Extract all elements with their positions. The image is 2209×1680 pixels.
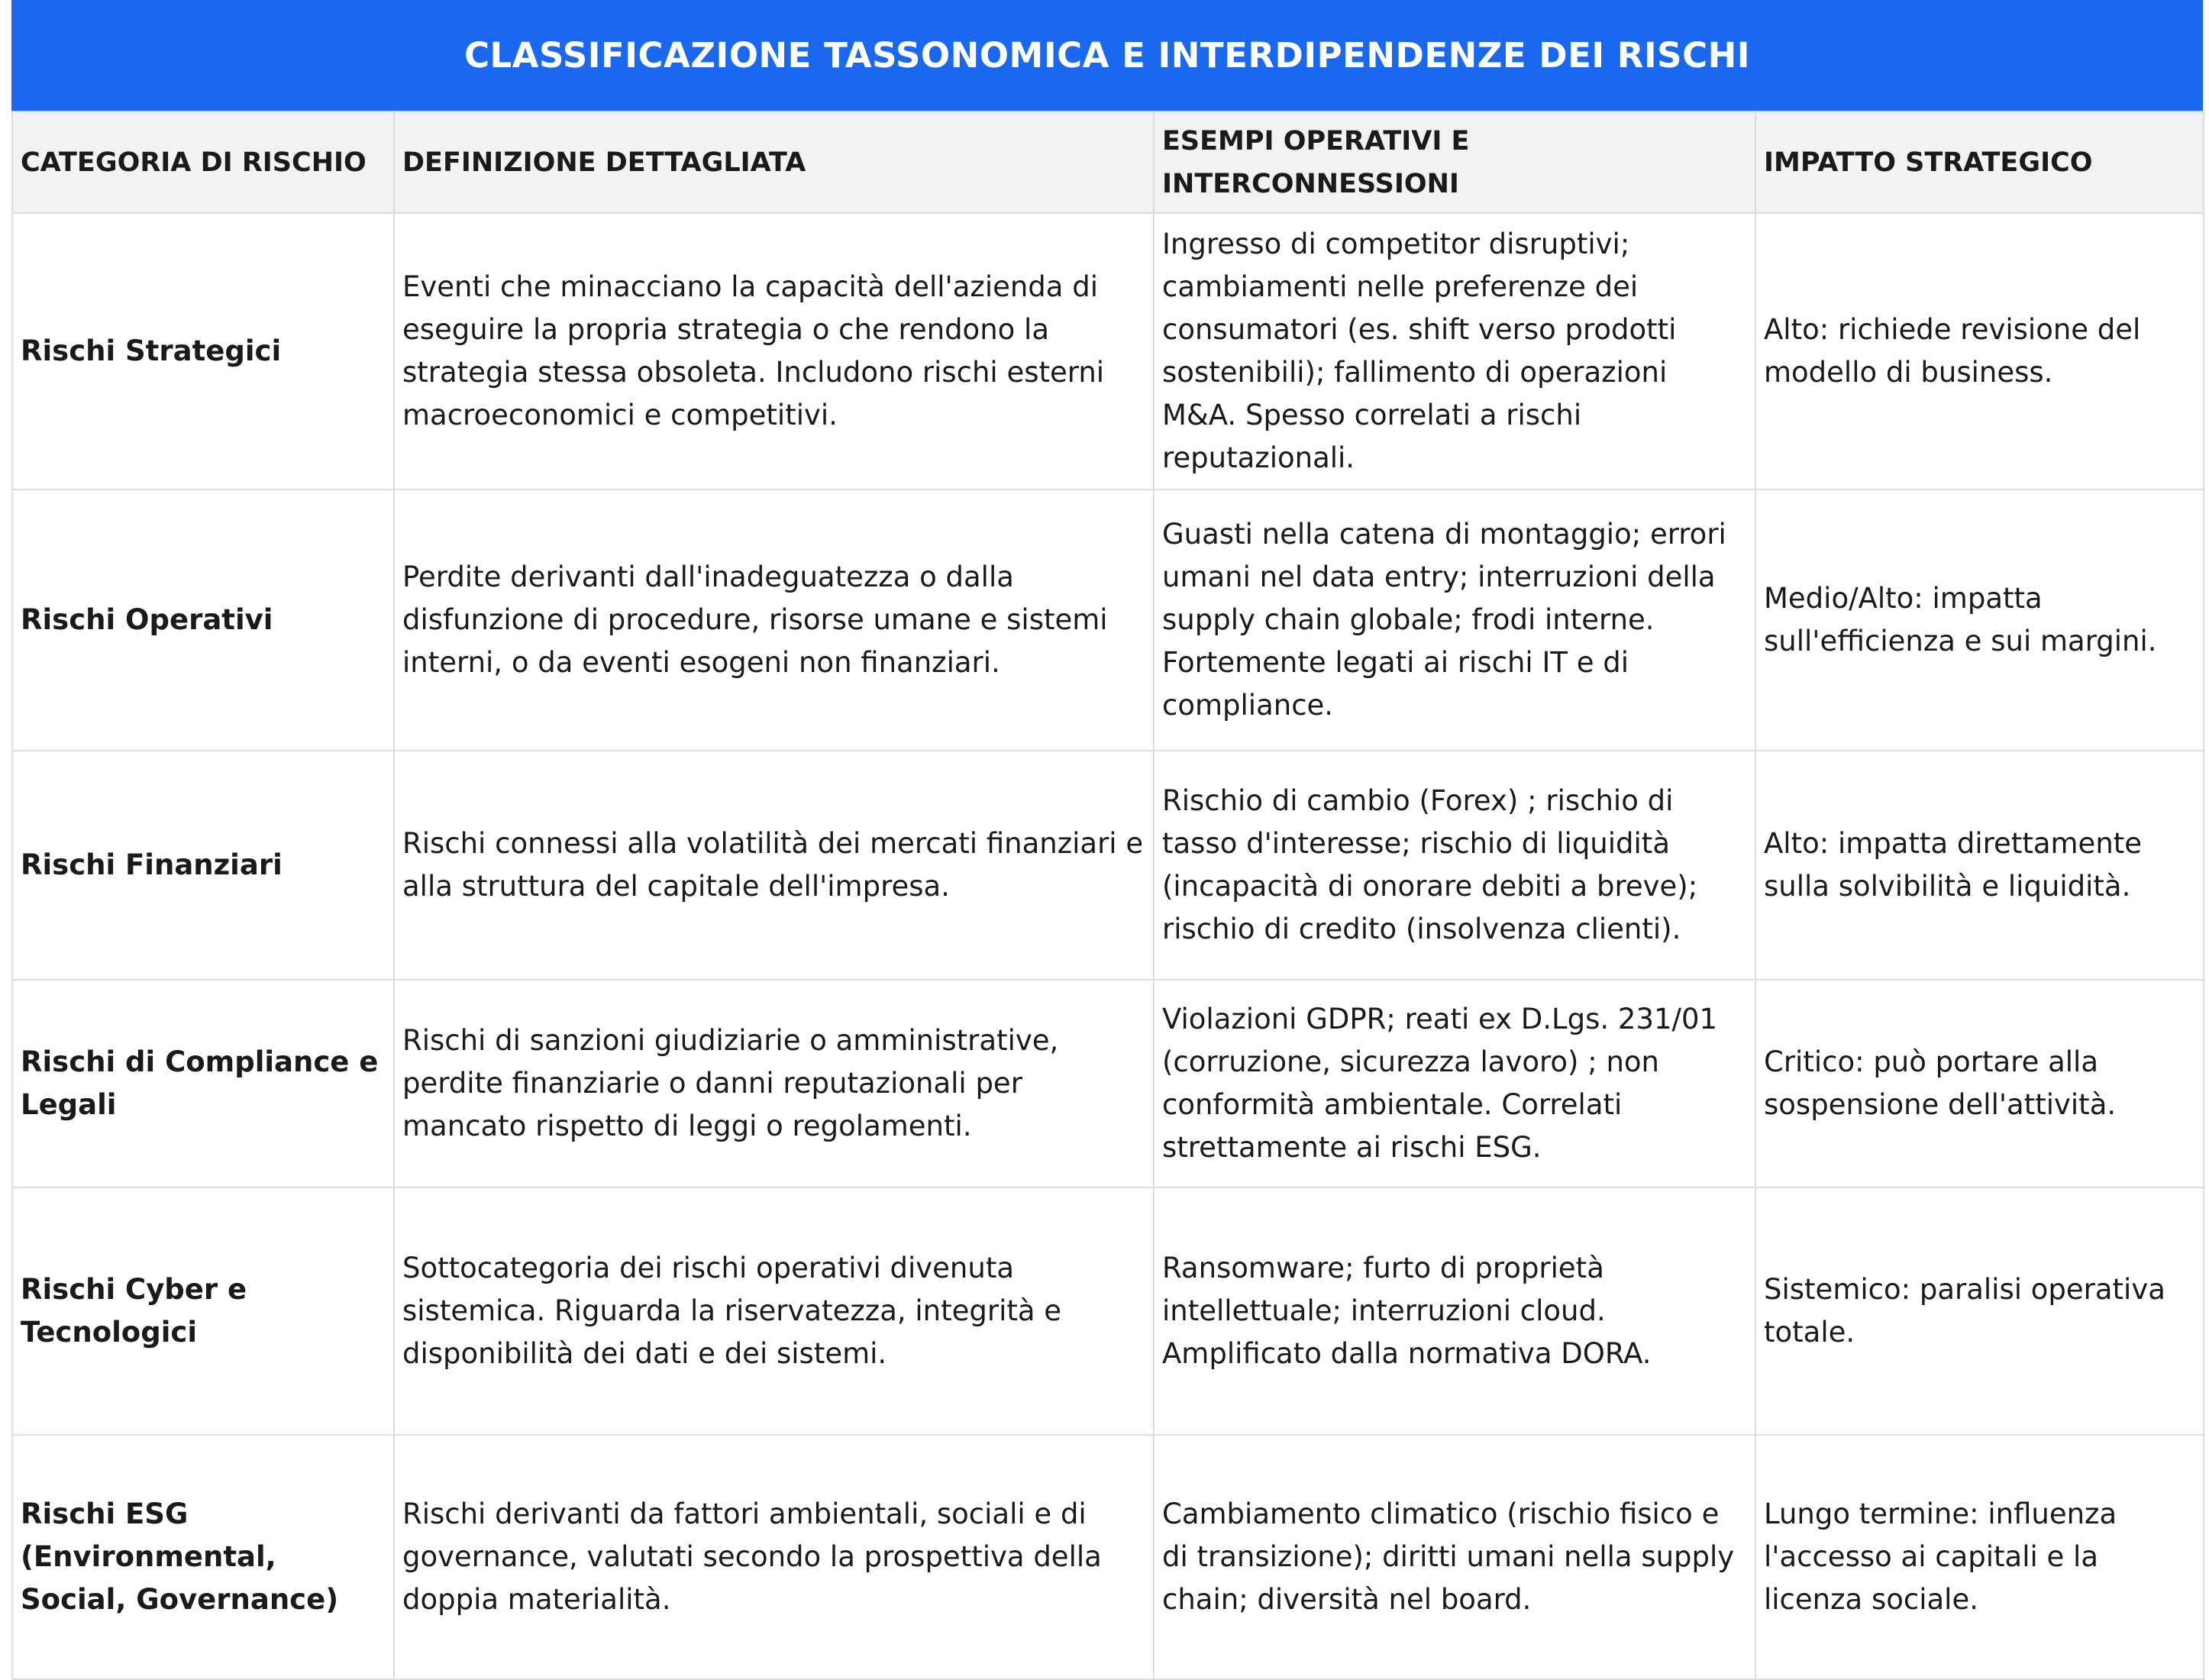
cell-examples: Guasti nella catena di montaggio; errori umani nel data entry; interruzioni della supply chain globale; frodi interne. Fortemente legati ai rischi IT e di compliance. — [1154, 489, 1755, 751]
header-category: CATEGORIA DI RISCHIO — [12, 111, 394, 213]
cell-impact: Lungo termine: influenza l'accesso ai capitali e la licenza sociale. — [1755, 1435, 2204, 1679]
cell-definition: Rischi derivanti da fattori ambientali, sociali e di governance, valutati secondo la prospettiva della doppia materialità. — [394, 1435, 1154, 1679]
cell-definition: Rischi di sanzioni giudiziarie o amministrative, perdite finanziarie o danni reputazionali per mancato rispetto di leggi o regolamenti. — [394, 980, 1154, 1187]
header-definition: DEFINIZIONE DETTAGLIATA — [394, 111, 1154, 213]
cell-definition: Perdite derivanti dall'inadeguatezza o dalla disfunzione di procedure, risorse umane e sistemi interni, o da eventi esogeni non finanziari. — [394, 489, 1154, 751]
cell-category: Rischi Operativi — [12, 489, 394, 751]
table-row — [12, 1187, 2204, 1435]
cell-definition: Rischi connessi alla volatilità dei mercati finanziari e alla struttura del capitale dell'impresa. — [394, 751, 1154, 980]
cell-impact: Critico: può portare alla sospensione dell'attività. — [1755, 980, 2204, 1187]
cell-impact: Medio/Alto: impatta sull'efficienza e sui margini. — [1755, 489, 2204, 751]
cell-impact: Alto: impatta direttamente sulla solvibilità e liquidità. — [1755, 751, 2204, 980]
table-row — [12, 751, 2204, 980]
cell-category: Rischi Strategici — [12, 213, 394, 489]
cell-definition: Eventi che minacciano la capacità dell'azienda di eseguire la propria strategia o che rendono la strategia stessa obsoleta. Includono rischi esterni macroeconomici e competitivi. — [394, 213, 1154, 489]
cell-examples: Ingresso di competitor disruptivi; cambiamenti nelle preferenze dei consumatori (es. shift verso prodotti sostenibili); fallimento di operazioni M&A. Spesso correlati a rischi reputazionali. — [1154, 213, 1755, 489]
cell-impact: Alto: richiede revisione del modello di business. — [1755, 213, 2204, 489]
table-row — [12, 980, 2204, 1187]
page-title: CLASSIFICAZIONE TASSONOMICA E INTERDIPENDENZE DEI RISCHI — [463, 35, 1751, 76]
cell-examples: Cambiamento climatico (rischio fisico e di transizione); diritti umani nella supply chain; diversità nel board. — [1154, 1435, 1755, 1679]
page — [11, 0, 2203, 1680]
cell-examples: Ransomware; furto di proprietà intellettuale; interruzioni cloud. Amplificato dalla normativa DORA. — [1154, 1187, 1755, 1435]
cell-examples: Violazioni GDPR; reati ex D.Lgs. 231/01 (corruzione, sicurezza lavoro) ; non conformità ambientale. Correlati strettamente ai rischi ESG. — [1154, 980, 1755, 1187]
cell-category: Rischi ESG (Environmental, Social, Governance) — [12, 1435, 394, 1679]
header-impact: IMPATTO STRATEGICO — [1755, 111, 2204, 213]
cell-examples: Rischio di cambio (Forex) ; rischio di tasso d'interesse; rischio di liquidità (incapacità di onorare debiti a breve); rischio di credito (insolvenza clienti). — [1154, 751, 1755, 980]
risk-table — [11, 111, 2204, 1680]
header-examples: ESEMPI OPERATIVI E INTERCONNESSIONI — [1154, 111, 1755, 213]
cell-category: Rischi Finanziari — [12, 751, 394, 980]
table-row — [12, 489, 2204, 751]
cell-impact: Sistemico: paralisi operativa totale. — [1755, 1187, 2204, 1435]
table-header-row — [12, 111, 2204, 213]
table-row — [12, 213, 2204, 489]
cell-definition: Sottocategoria dei rischi operativi divenuta sistemica. Riguarda la riservatezza, integrità e disponibilità dei dati e dei sistemi. — [394, 1187, 1154, 1435]
table-row — [12, 1435, 2204, 1679]
cell-category: Rischi Cyber e Tecnologici — [12, 1187, 394, 1435]
cell-category: Rischi di Compliance e Legali — [12, 980, 394, 1187]
title-bar — [11, 0, 2203, 111]
